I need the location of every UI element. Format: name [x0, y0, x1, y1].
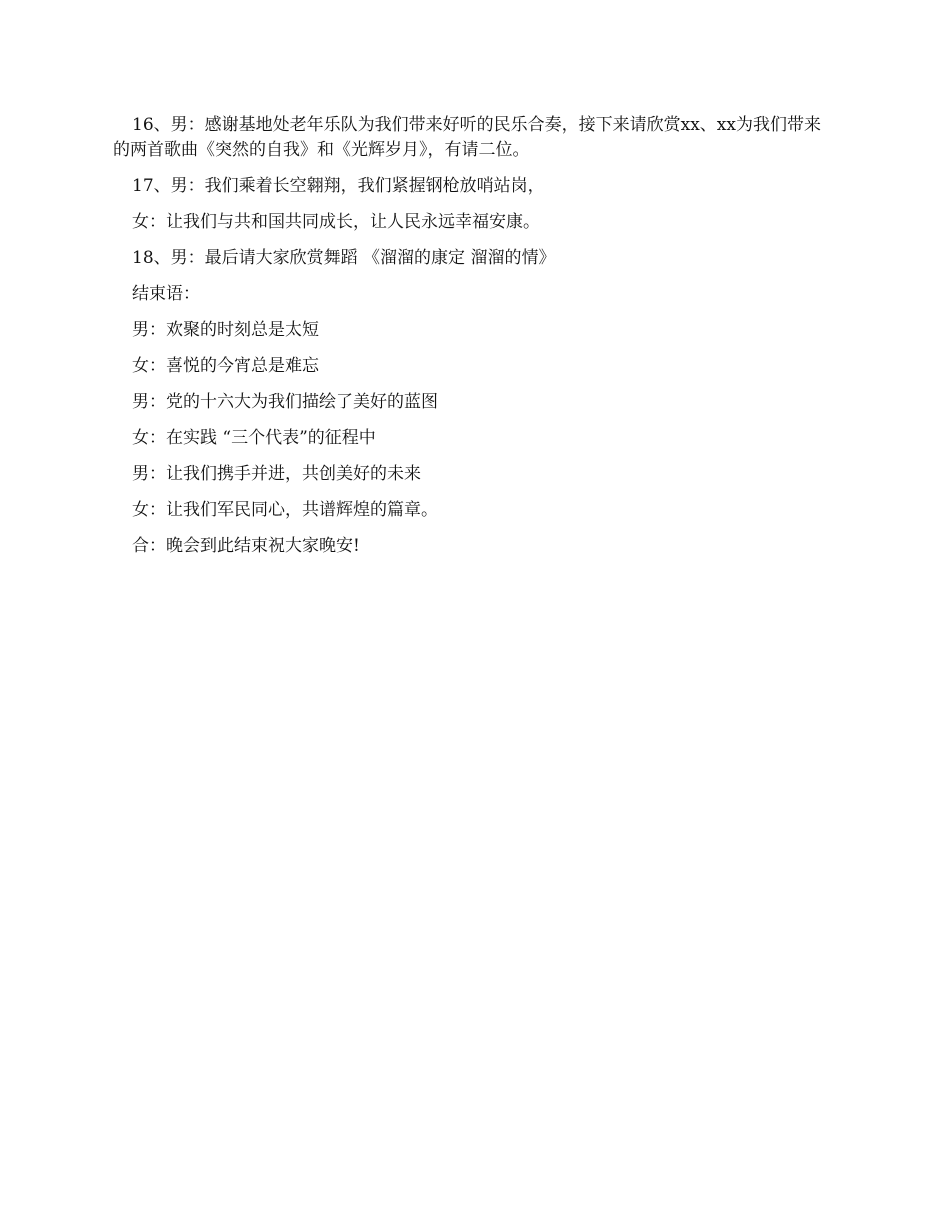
- closing-line-5: 男：让我们携手并进，共创美好的未来: [132, 464, 421, 484]
- closing-line-7: 合：晚会到此结束祝大家晚安!: [132, 536, 360, 556]
- paragraph-16: 16、男：感谢基地处老年乐队为我们带来好听的民乐合奏，接下来请欣赏xx、xx为我们带来的两首歌曲《突然的自我》和《光辉岁月》，有请二位。: [113, 115, 821, 160]
- closing-heading: 结束语：: [132, 284, 200, 304]
- paragraph-18: 18、男：最后请大家欣赏舞蹈 《溜溜的康定 溜溜的情》: [132, 248, 556, 268]
- closing-line-2: 女：喜悦的今宵总是难忘: [132, 356, 319, 376]
- closing-line-1: 男：欢聚的时刻总是太短: [132, 320, 319, 340]
- paragraph-17-female: 女：让我们与共和国共同成长，让人民永远幸福安康。: [132, 212, 540, 232]
- closing-line-6: 女：让我们军民同心，共谱辉煌的篇章。: [132, 500, 438, 520]
- document-body: [113, 113, 833, 569]
- paragraph-17-male: 17、男：我们乘着长空翱翔，我们紧握钢枪放哨站岗，: [132, 176, 545, 196]
- closing-line-3: 男：党的十六大为我们描绘了美好的蓝图: [132, 392, 438, 412]
- closing-line-4: 女：在实践 “三个代表”的征程中: [132, 428, 376, 448]
